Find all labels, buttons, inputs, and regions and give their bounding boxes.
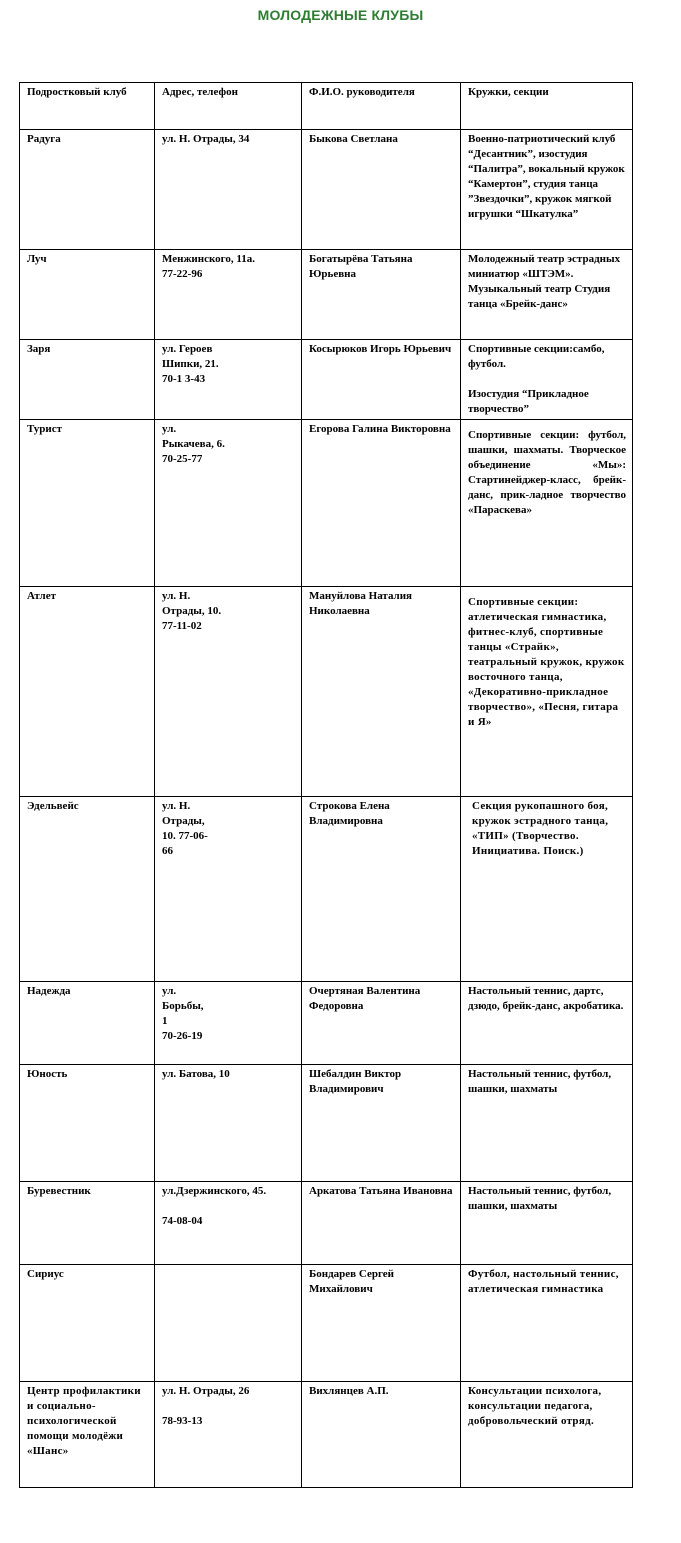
table-row (20, 250, 633, 340)
club-address: ул.Дзержинского, 45. 74-08-04 (155, 1182, 302, 1265)
table-row (20, 1265, 633, 1382)
club-name: Центр профилактики и социально-психологической помощи молодёжи «Шанс» (20, 1382, 155, 1488)
club-name: Надежда (20, 982, 155, 1065)
header-club: Подростковый клуб (20, 83, 155, 130)
club-leader: Косырюков Игорь Юрьевич (302, 340, 461, 420)
club-address: ул. Н. Отрады, 10. 77-06- 66 (155, 797, 302, 982)
table-row (20, 982, 633, 1065)
club-sections: Консультации психолога, консультации педагога, добровольческий отряд. (461, 1382, 633, 1488)
club-leader: Вихлянцев А.П. (302, 1382, 461, 1488)
table-row (20, 420, 633, 587)
club-address: ул. Батова, 10 (155, 1065, 302, 1182)
club-leader: Егорова Галина Викторовна (302, 420, 461, 587)
club-sections: Секция рукопашного боя, кружок эстрадного танца, «ТИП» (Творчество. Инициатива. Поиск.) (461, 797, 633, 982)
club-leader: Быкова Светлана (302, 130, 461, 250)
table-row (20, 1382, 633, 1488)
club-leader: Строкова Елена Владимировна (302, 797, 461, 982)
club-address: ул. Героев Шипки, 21. 70-1 3-43 (155, 340, 302, 420)
club-sections: Футбол, настольный теннис, атлетическая гимнастика (461, 1265, 633, 1382)
club-name: Луч (20, 250, 155, 340)
club-leader: Бондарев Сергей Михайлович (302, 1265, 461, 1382)
page-title: МОЛОДЕЖНЫЕ КЛУБЫ (257, 7, 424, 23)
table-row (20, 1182, 633, 1265)
club-name: Сириус (20, 1265, 155, 1382)
table-row (20, 1065, 633, 1182)
club-name: Турист (20, 420, 155, 587)
club-name: Юность (20, 1065, 155, 1182)
club-name: Буревестник (20, 1182, 155, 1265)
club-address (155, 1265, 302, 1382)
club-leader: Богатырёва Татьяна Юрьевна (302, 250, 461, 340)
club-sections: Настольный теннис, футбол, шашки, шахматы (461, 1182, 633, 1265)
club-sections: Настольный теннис, футбол, шашки, шахматы (461, 1065, 633, 1182)
table-row (20, 130, 633, 250)
header-leader: Ф.И.О. руководителя (302, 83, 461, 130)
club-address: ул. Рыкачева, 6. 70-25-77 (155, 420, 302, 587)
club-name: Заря (20, 340, 155, 420)
club-sections: Настольный теннис, дартс, дзюдо, брейк-данс, акробатика. (461, 982, 633, 1065)
club-address: ул. Н. Отрады, 34 (155, 130, 302, 250)
header-sections: Кружки, секции (461, 83, 633, 130)
club-sections: Спортивные секции: атлетическая гимнастика, фитнес-клуб, спортивные танцы «Страйк», театральный кружок, кружок восточного танца, «Декоративно-прикладное творчество», «Песня, гитара и Я» (461, 587, 633, 797)
table-row (20, 340, 633, 420)
club-address: ул. Борьбы, 1 70-26-19 (155, 982, 302, 1065)
club-sections: Молодежный театр эстрадных миниатюр «ШТЭМ». Музыкальный театр Студия танца «Брейк-данс» (461, 250, 633, 340)
header-address: Адрес, телефон (155, 83, 302, 130)
club-sections: Военно-патриотический клуб “Десантник”, изостудия “Палитра”, вокальный кружок “Камертон”, студия танца ”Звездочки”, кружок мягкой игрушки “Шкатулка” (461, 130, 633, 250)
club-leader: Очертяная Валентина Федоровна (302, 982, 461, 1065)
table-row (20, 587, 633, 797)
club-address: ул. Н. Отрады, 10. 77-11-02 (155, 587, 302, 797)
club-address: ул. Н. Отрады, 26 78-93-13 (155, 1382, 302, 1488)
club-address: Менжинского, 11а. 77-22-96 (155, 250, 302, 340)
club-sections: Спортивные секции:самбо, футбол. Изостудия “Прикладное творчество” (461, 340, 633, 420)
clubs-table (19, 82, 633, 1488)
club-sections: Спортивные секции: футбол, шашки, шахматы. Творческое объединение «Мы»: Стартинейджер-класс, брейк-данс, прик-ладное творчество «Параскева» (461, 420, 633, 587)
club-name: Эдельвейс (20, 797, 155, 982)
club-leader: Аркатова Татьяна Ивановна (302, 1182, 461, 1265)
club-leader: Мануйлова Наталия Николаевна (302, 587, 461, 797)
club-leader: Шебалдин Виктор Владимирович (302, 1065, 461, 1182)
table-row (20, 797, 633, 982)
club-name: Атлет (20, 587, 155, 797)
club-name: Радуга (20, 130, 155, 250)
table-header-row (20, 83, 633, 130)
